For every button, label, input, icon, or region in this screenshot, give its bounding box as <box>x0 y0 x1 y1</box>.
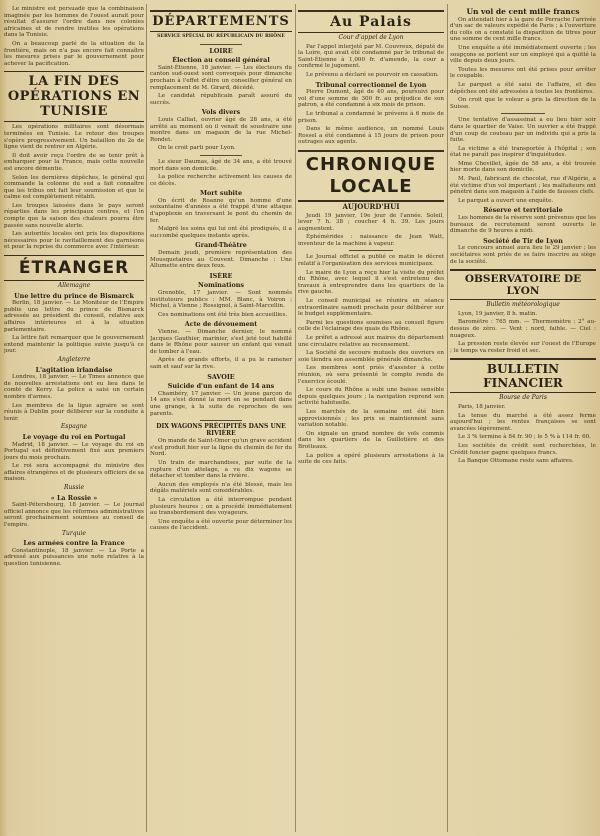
paragraph: Une enquête a été immédiatement ouverte ; les soupçons se portent sur un employé qui a quitté la ville depuis deux jours. <box>450 44 596 65</box>
story-title: Grand-Théâtre <box>195 241 247 250</box>
paragraph: La pression reste élevée sur l'ouest de l'Europe ; le temps va rester froid et sec. <box>450 341 596 354</box>
paragraph: Les membres de la ligue agraire se sont réunis à Dublin pour délibérer sur la conduite à tenir. <box>4 402 144 422</box>
country-heading: Allemagne <box>57 282 91 290</box>
paragraph: Les membres sont priés d'assister à cette réunion, où sera présenté le compte rendu de l'exercice écoulé. <box>298 365 444 385</box>
paragraph: Le sieur Daumas, âgé de 34 ans, a été trouvé mort dans son domicile. <box>150 158 292 172</box>
paragraph: Londres, 18 janvier. — Le Times annonce que de nouvelles arrestations ont eu lieu dans le comté de Kerry. La police a saisi un certain nombre d'armes. <box>4 374 144 400</box>
paragraph: Selon les dernières dépêches, le général qui commande la colonne du sud a fait connaître que les tribus ont fait leur soumission et que le calme est complètement rétabli. <box>4 174 144 201</box>
paragraph: Mme Chevillet, âgée de 58 ans, a été trouvée hier morte dans son domicile. <box>450 160 596 174</box>
paragraph: Le ministre est persuadé que la combinaison imaginée par les hommes de l'ouest aurait pour résultat d'assurer l'ordre dans nos colonies africaines et de rendre inutiles les opérations dans la Tunisie. <box>4 6 144 39</box>
paragraph: Saint-Pétersbourg, 18 janvier. — Le journal officiel annonce que les réformes administratives seront prochainement soumises au conseil de l'empire. <box>4 502 144 529</box>
headline-tunisie: LA FIN DES OPÉRATIONS EN TUNISIE <box>4 71 144 122</box>
story-title: Mort subite <box>199 189 243 198</box>
paragraph: Un train de marchandises, par suite de la rupture d'un attelage, a vu dix wagons se détacher et tomber dans la rivière. <box>150 460 292 480</box>
paragraph: Le roi sera accompagné du ministre des affaires étrangères et de plusieurs officiers de sa maison. <box>4 463 144 483</box>
paragraph: La circulation a été interrompue pendant plusieurs heures ; on a procédé immédiatement au transbordement des voyageurs. <box>150 497 292 517</box>
bourse-subtitle: Bourse de Paris <box>499 394 547 402</box>
paragraph: Demain jeudi, première représentation des Mousquetaires au Couvent. Dimanche : Une Allumette entre deux feux. <box>150 250 292 270</box>
paragraph: Le candidat républicain paraît assuré du succès. <box>150 93 292 106</box>
paragraph: Vienne. — Dimanche dernier, le nommé Jacques Gauthier, marinier, s'est jeté tout habillé dans le Rhône pour sauver un enfant qui venait de tomber à l'eau. <box>150 328 292 355</box>
paragraph: Les hommes de la réserve sont prévenus que les bureaux de recrutement seront ouverts le dimanche de 9 heures à midi. <box>450 215 596 235</box>
today-heading: AUJOURD'HUI <box>342 201 400 211</box>
paragraph: On attendait hier à la gare de Perrache l'arrivée d'un sac de valeurs expédié de Paris ; à l'ouverture du colis on a constaté la disparition de titres pour une somme de cent mille francs. <box>450 16 596 43</box>
separator <box>200 420 243 421</box>
court-subtitle: Cour d'appel de Lyon <box>338 34 404 41</box>
paragraph: Les marchés de la semaine ont été bien approvisionnés ; les prix se maintiennent sans variation notable. <box>298 408 444 429</box>
paragraph: Après de grands efforts, il a pu le ramener sain et sauf sur la rive. <box>150 357 292 370</box>
column-1 <box>4 6 144 830</box>
paragraph: Une enquête a été ouverte pour déterminer les causes de l'accident. <box>150 518 292 532</box>
paragraph: On écrit de Roanne qu'un homme d'une soixantaine d'années a été frappé d'une attaque d'apoplexie en traversant le pont du chemin de fer. <box>150 197 292 224</box>
department-heading: SAVOIE <box>207 372 235 381</box>
paragraph: Baromètre : 765 mm. — Thermomètre : 2° au-dessus de zéro. — Vent : nord, faible. — Ciel : nuageux. <box>450 319 596 339</box>
story-title-wagons: DIX WAGONS PRÉCIPITÉS DANS UNE RIVIÈRE <box>156 423 286 437</box>
paragraph: Parmi les questions soumises au conseil figure celle de l'éclairage des quais du Rhône. <box>298 319 444 333</box>
separator <box>200 44 243 45</box>
paragraph: Éphémérides : naissance de Jean Watt, inventeur de la machine à vapeur. <box>298 234 444 247</box>
paragraph: Les troupes laissées dans le pays seront réparties dans les principaux centres, et l'on compte que la saison des chaleurs pourra être passée sans nouvelle alerte. <box>4 202 144 229</box>
paragraph: Malgré les soins qui lui ont été prodigués, il a succombé quelques instants après. <box>150 226 292 239</box>
paragraph: Les autorités locales ont pris les dispositions nécessaires pour le ravitaillement des garnisons et pour la reprise du commerce avec l'intérieur. <box>4 231 144 251</box>
separator <box>200 155 243 156</box>
paragraph: Les sociétés de crédit sont recherchées, le Crédit foncier gagne quelques francs. <box>450 442 596 456</box>
paragraph: La Banque Ottomane reste sans affaires. <box>458 458 574 465</box>
paragraph: Constantinople, 18 janvier. — La Porte a adressé aux puissances une note relative à la question tunisienne. <box>4 547 144 567</box>
weather-subtitle: Bulletin météorologique <box>486 301 560 309</box>
column-4 <box>450 6 596 830</box>
story-title: L'agitation irlandaise <box>35 365 113 374</box>
paragraph: On le croit parti pour Lyon. <box>158 145 236 152</box>
headline-bulletin-financier: BULLETIN FINANCIER <box>450 358 596 393</box>
paragraph: Aucun des employés n'a été blessé, mais les dégâts matériels sont considérables. <box>150 481 292 495</box>
paragraph: Le préfet a adressé aux maires du département une circulaire relative au recensement. <box>298 335 444 348</box>
court-subtitle: Tribunal correctionnel de Lyon <box>315 80 427 89</box>
paragraph: Le 3 % termine à 84 fr. 90 ; le 5 % à 114 fr. 60. <box>458 434 591 441</box>
story-title: Élection au conseil général <box>172 56 270 65</box>
section-etranger: ÉTRANGER <box>4 255 144 281</box>
paragraph: Dans le même audience, un nommé Louis Rossel a été condamné à 15 jours de prison pour outrages aux agents. <box>298 126 444 146</box>
headline-departements: DÉPARTEMENTS <box>150 10 292 32</box>
paragraph: Le parquet a ouvert une enquête. <box>458 197 554 204</box>
column-3 <box>298 6 444 830</box>
separator <box>501 113 545 114</box>
paragraph: Grenoble, 17 janvier. — Sont nommés instituteurs publics : MM. Blanc, à Voiron ; Michel, à Vienne ; Rossignol, à Saint-Marcellin. <box>150 290 292 310</box>
country-heading: Turquie <box>62 529 86 537</box>
separator <box>349 250 393 251</box>
country-heading: Angleterre <box>57 355 91 363</box>
paragraph: Toutes les mesures ont été prises pour arrêter le coupable. <box>450 66 596 80</box>
paragraph: Ces nominations ont été très bien accueillies. <box>158 311 288 318</box>
paragraph: Les opérations militaires sont désormais terminées en Tunisie. Le retour des troupes s'opère progressivement. Un bataillon du 2e de ligne vient de rentrer en Algérie. <box>4 124 144 151</box>
headline-chronique-locale: CHRONIQUE LOCALE <box>298 150 444 202</box>
story-title: Acte de dévouement <box>184 320 258 329</box>
paragraph: Pierre Dumont, âgé de 40 ans, poursuivi pour vol d'une somme de 300 fr. au préjudice de son patron, a été condamné à six mois de prison. <box>298 89 444 109</box>
paragraph: On croit que le voleur a pris la direction de la Suisse. <box>450 97 596 110</box>
paragraph: Lyon, 19 janvier, 8 h. matin. <box>458 310 538 317</box>
paragraph: Madrid, 18 janvier. — Le voyage du roi en Portugal est définitivement fixé aux premiers jours du mois prochain. <box>4 441 144 461</box>
paragraph: Le tribunal a condamné le prévenu à 6 mois de prison. <box>298 110 444 124</box>
paragraph: M. Paul, fabricant de chocolat, rue d'Algérie, a été victime d'un vol important ; les malfaiteurs ont pénétré dans son magasin à l'aide de fausses clefs. <box>450 176 596 196</box>
country-heading: Espagne <box>60 423 88 431</box>
paragraph: Le parquet a été saisi de l'affaire, et des dépêches ont été adressées à toutes les frontières. <box>450 81 596 95</box>
paragraph: Berlin, 18 janvier. — Le Moniteur de l'Empire publie une lettre du prince de Bismarck adressée au président du conseil, relative aux affaires intérieures et à la situation parlementaire. <box>4 300 144 333</box>
service-subtitle: SERVICE SPÉCIAL DU RÉPUBLICAIN DU RHÔNE <box>157 34 285 39</box>
paragraph: La victime a été transportée à l'hôpital ; son état ne paraît pas inspirer d'inquiétudes. <box>450 145 596 159</box>
paragraph: La tenue du marché a été assez ferme aujourd'hui ; les rentes françaises se sont avancées légèrement. <box>450 412 596 432</box>
paragraph: Louis Calliat, ouvrier âgé de 28 ans, a été arrêté au moment où il venait de soustraire une montre dans un magasin de la rue Michel-Rondet. <box>150 116 292 143</box>
paragraph: Le maire de Lyon a reçu hier la visite du préfet du Rhône, avec lequel il s'est entretenu des travaux à entreprendre dans les quartiers de la rive gauche. <box>298 269 444 296</box>
paragraph: Le Journal officiel a publié ce matin le décret relatif à l'organisation des services municipaux. <box>298 254 444 268</box>
department-heading: ISÈRE <box>209 271 233 280</box>
paragraph: La police recherche activement les causes de ce décès. <box>150 174 292 187</box>
story-title: Nominations <box>198 281 244 290</box>
paragraph: La Société de secours mutuels des ouvriers en soie tiendra son assemblée générale dimanche. <box>298 350 444 363</box>
paragraph: On mande de Saint-Omer qu'un grave accident s'est produit hier sur la ligne du chemin de fer du Nord. <box>150 438 292 458</box>
story-title: Le voyage du roi en Portugal <box>22 432 126 441</box>
column-rule <box>447 4 448 832</box>
paragraph: Il doit avoir reçu l'ordre de se tenir prêt à embarquer pour la France, mais cette nouvelle est encore démentie. <box>4 152 144 172</box>
paragraph: Le cours du Rhône a subi une baisse sensible depuis quelques jours ; la navigation reprend son activité habituelle. <box>298 387 444 407</box>
paragraph: Paris, 18 janvier. <box>458 403 506 410</box>
paragraph: Le concours annuel aura lieu le 29 janvier ; les sociétaires sont priés de se faire inscrire au siège de la société. <box>450 245 596 265</box>
headline-palais: Au Palais <box>298 10 444 33</box>
story-title: Vols divers <box>201 108 241 117</box>
paragraph: On signale un grand nombre de vols commis dans les quartiers de la Guillotière et des Brotteaux. <box>298 430 444 450</box>
paragraph: On a beaucoup parlé de la situation de la frontière, mais on n'a pas encore fait connaître les mesures prises par le gouvernement pour achever la pacification. <box>4 40 144 67</box>
paragraph: Le prévenu a déclaré se pourvoir en cassation. <box>306 71 439 78</box>
paragraph: La lettre fait remarquer que le gouvernement entend maintenir la politique suivie jusqu'à ce jour. <box>4 335 144 355</box>
column-rule <box>295 4 296 832</box>
department-heading: LOIRE <box>209 46 233 55</box>
story-title: « La Rossie » <box>50 493 98 502</box>
story-title: Une lettre du prince de Bismarck <box>14 291 134 300</box>
headline-vol: Un vol de cent mille francs <box>466 7 580 16</box>
headline-observatoire: OBSERVATOIRE DE LYON <box>450 269 596 300</box>
paragraph: Jeudi 19 janvier, 19e jour de l'année. Soleil, lever 7 h. 38 ; coucher 4 h. 39. Les jours augmentent. <box>298 212 444 232</box>
story-title: Les armées contre la France <box>23 539 125 548</box>
paragraph: Une tentative d'assassinat a eu lieu hier soir dans le quartier de Vaise. Un ouvrier a été frappé d'un coup de couteau par un individu qui a pris la fuite. <box>450 117 596 144</box>
paragraph: Le conseil municipal se réunira en séance extraordinaire samedi prochain pour délibérer sur le budget supplémentaire. <box>298 298 444 318</box>
paragraph: Par l'appel interjeté par M. Couvreux, député de la Loire, qui avait été condamné par le tribunal de Saint-Étienne à 1,000 fr. d'amende, la cour a confirmé le jugement. <box>298 43 444 70</box>
country-heading: Russie <box>63 484 84 492</box>
story-title: Suicide d'un enfant de 14 ans <box>167 382 275 391</box>
column-rule <box>146 4 147 832</box>
intro-paragraphs <box>4 6 144 67</box>
notice-title: Société de Tir de Lyon <box>483 236 563 245</box>
column-2 <box>150 6 292 830</box>
paragraph: Saint-Étienne, 18 janvier. — Les électeurs du canton sud-ouest sont convoqués pour dimanche prochain à l'effet d'élire un conseiller général en remplacement de M. Girard, décédé. <box>150 64 292 91</box>
paragraph: Chambéry, 17 janvier. — Un jeune garçon de 14 ans s'est donné la mort en se pendant dans une grange, à la suite de reproches de ses parents. <box>150 390 292 417</box>
paragraph: La police a opéré plusieurs arrestations à la suite de ces faits. <box>298 452 444 466</box>
notice-title: Réserve et territoriale <box>483 206 563 215</box>
